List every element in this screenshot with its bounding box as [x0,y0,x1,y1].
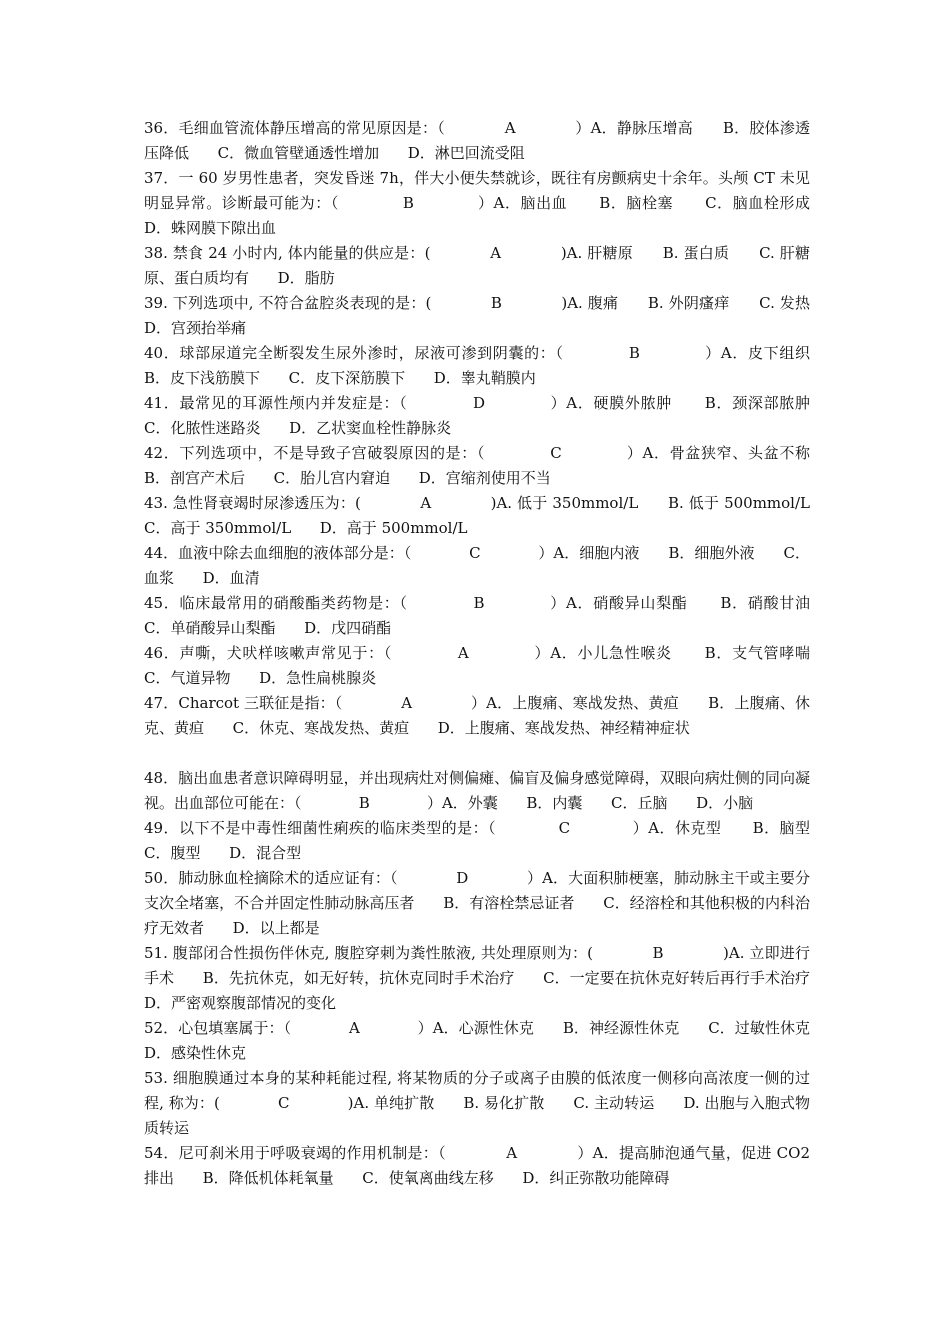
question-list [144,116,839,1191]
question-38: 38. 禁食 24 小时内, 体内能量的供应是：( A )A. 肝糖原 B. 蛋白质 C. 肝糖原、蛋白质均有 D．脂肪 [144,244,810,287]
question-52: 52．心包填塞属于：（ A ）A．心源性休克 B．神经源性休克 C．过敏性休克 D．感染性休克 [144,1019,839,1062]
question-46: 46．声嘶，犬吠样咳嗽声常见于：（ A ）A．小儿急性喉炎 B．支气管哮喘 C．气道异物 D．急性扁桃腺炎 [144,644,839,687]
question-53: 53. 细胞膜通过本身的某种耗能过程, 将某物质的分子或离子由膜的低浓度一侧移向高浓度一侧的过程, 称为：( C )A. 单纯扩散 B. 易化扩散 C. 主动转运 D. 出胞与入胞式物质转运 [144,1069,810,1137]
question-41: 41．最常见的耳源性颅内并发症是：（ D ）A．硬膜外脓肿 B．颈深部脓肿 C．化脓性迷路炎 D．乙状窦血栓性静脉炎 [144,394,839,437]
question-44: 44．血液中除去血细胞的液体部分是：（ C ）A．细胞内液 B．细胞外液 C．血浆 D．血清 [144,544,810,587]
question-42: 42．下列选项中，不是导致子宫破裂原因的是：（ C ）A．骨盆狭窄、头盆不称 B．剖宫产术后 C．胎儿宫内窘迫 D．宫缩剂使用不当 [144,444,839,487]
question-54: 54．尼可刹米用于呼吸衰竭的作用机制是：（ A ）A．提高肺泡通气量，促进 CO2 排出 B．降低机体耗氧量 C．使氧离曲线左移 D．纠正弥散功能障碍 [144,1144,815,1187]
question-49: 49．以下不是中毒性细菌性痢疾的临床类型的是：（ C ）A．休克型 B．脑型 C．腹型 D．混合型 [144,819,839,862]
question-50: 50．肺动脉血栓摘除术的适应证有：（ D ）A．大面积肺梗塞，肺动脉主干或主要分支次全堵塞，不合并固定性肺动脉高压者 B．有溶栓禁忌证者 C．经溶栓和其他积极的内科治疗无效者 D．以上都是 [144,869,810,937]
question-47: 47．Charcot 三联征是指：（ A ）A．上腹痛、寒战发热、黄疸 B．上腹痛、休克、黄疸 C．休克、寒战发热、黄疸 D．上腹痛、寒战发热、神经精神症状 [144,694,810,737]
question-39: 39. 下列选项中, 不符合盆腔炎表现的是：( B )A. 腹痛 B. 外阴瘙痒 C. 发热 D．宫颈抬举痛 [144,294,839,337]
question-45: 45．临床最常用的硝酸酯类药物是：（ B ）A．硝酸异山梨酯 B．硝酸甘油 C．单硝酸异山梨酯 D．戊四硝酯 [144,594,839,637]
question-36: 36．毛细血管流体静压增高的常见原因是：（ A ）A．静脉压增高 B．胶体渗透压降低 C．微血管壁通透性增加 D．淋巴回流受阻 [144,119,810,162]
question-51: 51. 腹部闭合性损伤伴休克, 腹腔穿刺为粪性脓液, 共处理原则为：( B )A. 立即进行手术 B．先抗休克，如无好转，抗休克同时手术治疗 C．一定要在抗休克好转后再行手术治疗 D．严密观察腹部情况的变化 [144,944,839,1012]
question-43: 43. 急性肾衰竭时尿渗透压为：( A )A. 低于 350mmol/L B. 低于 500mmol/L C．高于 350mmol/L D．高于 500mmol/L [144,494,839,537]
question-48: 48．脑出血患者意识障碍明显，并出现病灶对侧偏瘫、偏盲及偏身感觉障碍，双眼向病灶侧的同向凝视。出血部位可能在：（ B ）A．外囊 B．内囊 C．丘脑 D．小脑 [144,769,810,812]
question-37: 37．一 60 岁男性患者，突发昏迷 7h，伴大小便失禁就诊，既往有房颤病史十余年。头颅 CT 未见明显异常。诊断最可能为：（ B ）A．脑出血 B．脑栓塞 C．脑血栓形成 D．蛛网膜下隙出血 [144,169,839,237]
question-40: 40．球部尿道完全断裂发生尿外渗时，尿液可渗到阴囊的：（ B ）A．皮下组织 B．皮下浅筋膜下 C．皮下深筋膜下 D．睾丸鞘膜内 [144,344,839,387]
